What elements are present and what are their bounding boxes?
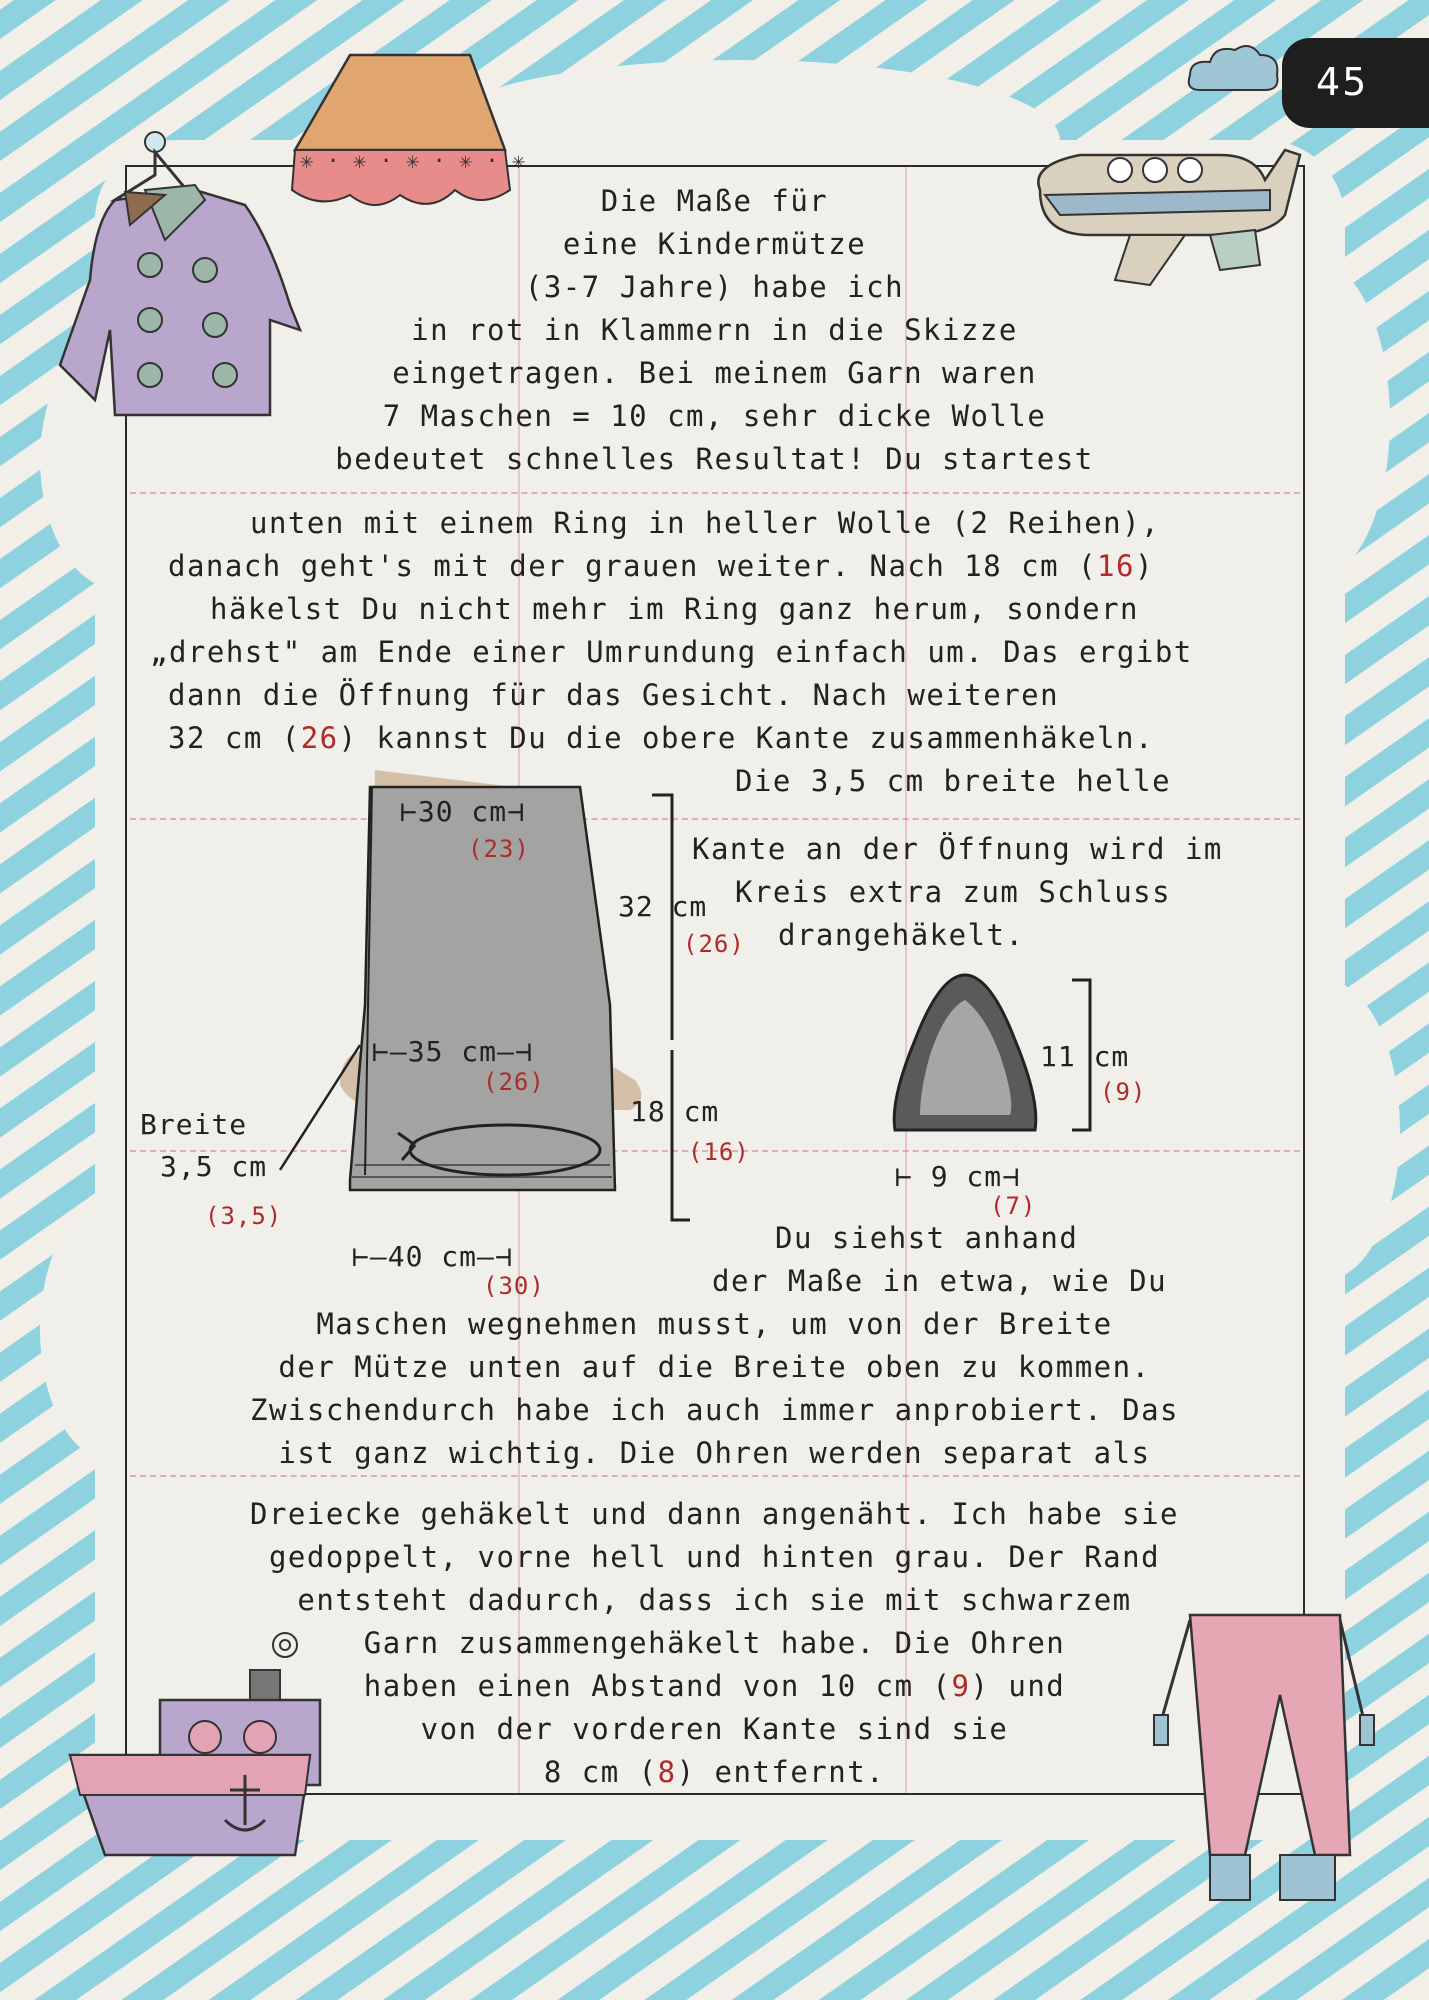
- text-line: häkelst Du nicht mehr im Ring ganz herum, sondern: [210, 592, 1140, 626]
- text-line: eingetragen. Bei meinem Garn waren: [392, 356, 1037, 390]
- text-line: Garn zusammengehäkelt habe. Die Ohren: [363, 1626, 1066, 1660]
- text-line: (3-7 Jahre) habe ich: [524, 270, 905, 304]
- text-line: von der vorderen Kante sind sie: [420, 1712, 1009, 1746]
- text-line: 7 Maschen = 10 cm, sehr dicke Wolle: [382, 399, 1047, 433]
- text-line: Die 3,5 cm breite helle: [735, 764, 1172, 798]
- hat-bottom-width: ⊢—40 cm—⊣: [352, 1240, 513, 1273]
- text-line: „drehst" am Ende einer Umrundung einfach um. Das ergibt: [150, 635, 1193, 669]
- cloud-icon: [1185, 40, 1285, 100]
- svg-text:✳ · ✳ · ✳ · ✳ · ✳: ✳ · ✳ · ✳ · ✳ · ✳: [300, 149, 526, 174]
- border-pointer-line: [275, 1040, 375, 1180]
- text-line: Kreis extra zum Schluss: [735, 875, 1172, 909]
- text-line: 32 cm (26) kannst Du die obere Kante zusammenhäkeln.: [168, 721, 1154, 755]
- hat-top-width-child: (23): [468, 835, 530, 863]
- page-number: 45: [1316, 60, 1369, 104]
- text-line: dann die Öffnung für das Gesicht. Nach weiteren: [168, 678, 1060, 712]
- hat-lower-height: 18 cm: [630, 1095, 720, 1128]
- ear-sketch: [885, 970, 1045, 1140]
- text-line: danach geht's mit der grauen weiter. Nach 18 cm (16): [168, 549, 1154, 583]
- hat-mid-width: ⊢—35 cm—⊣: [372, 1035, 533, 1068]
- text-line: Maschen wegnehmen musst, um von der Breite: [316, 1307, 1113, 1341]
- text-line: Die Maße für: [600, 184, 829, 218]
- border-width-child: (3,5): [205, 1202, 283, 1230]
- hat-upper-height: 32 cm: [618, 890, 708, 923]
- text-line: Du siehst anhand: [775, 1221, 1079, 1255]
- height-dimension-bracket: [650, 790, 690, 1240]
- ear-width-child: (7): [990, 1192, 1037, 1220]
- ear-height: 11 cm: [1040, 1040, 1130, 1073]
- text-line: entsteht dadurch, dass ich sie mit schwarzem: [297, 1583, 1132, 1617]
- ear-width: ⊢ 9 cm⊣: [895, 1160, 1021, 1193]
- text-line: unten mit einem Ring in heller Wolle (2 Reihen),: [250, 506, 1161, 540]
- border-width: 3,5 cm: [160, 1150, 268, 1183]
- ear-height-child: (9): [1100, 1078, 1147, 1106]
- text-line: Kante an der Öffnung wird im: [692, 832, 1223, 866]
- hat-lower-height-child: (16): [688, 1138, 750, 1166]
- hat-top-width: ⊢30 cm⊣: [400, 795, 526, 828]
- hat-bottom-width-child: (30): [483, 1272, 545, 1300]
- boat-icon: [65, 1625, 325, 1875]
- text-line: haben einen Abstand von 10 cm (9) und: [363, 1669, 1066, 1703]
- text-line: eine Kindermütze: [562, 227, 867, 261]
- text-line: bedeutet schnelles Resultat! Du startest: [335, 442, 1094, 476]
- text-line: gedoppelt, vorne hell und hinten grau. Der Rand: [268, 1540, 1161, 1574]
- text-line: in rot in Klammern in die Skizze: [411, 313, 1018, 347]
- text-line: ist ganz wichtig. Die Ohren werden separat als: [278, 1436, 1151, 1470]
- hat-upper-height-child: (26): [683, 930, 745, 958]
- text-line: Zwischendurch habe ich auch immer anprobiert. Das: [249, 1393, 1179, 1427]
- text-line: der Mütze unten auf die Breite oben zu kommen.: [278, 1350, 1151, 1384]
- text-line: 8 cm (8) entfernt.: [543, 1755, 886, 1789]
- border-label: Breite: [140, 1108, 248, 1141]
- text-line: der Maße in etwa, wie Du: [712, 1264, 1168, 1298]
- text-line: Dreiecke gehäkelt und dann angenäht. Ich habe sie: [249, 1497, 1179, 1531]
- hat-mid-width-child: (26): [483, 1068, 545, 1096]
- text-line: drangehäkelt.: [778, 918, 1025, 952]
